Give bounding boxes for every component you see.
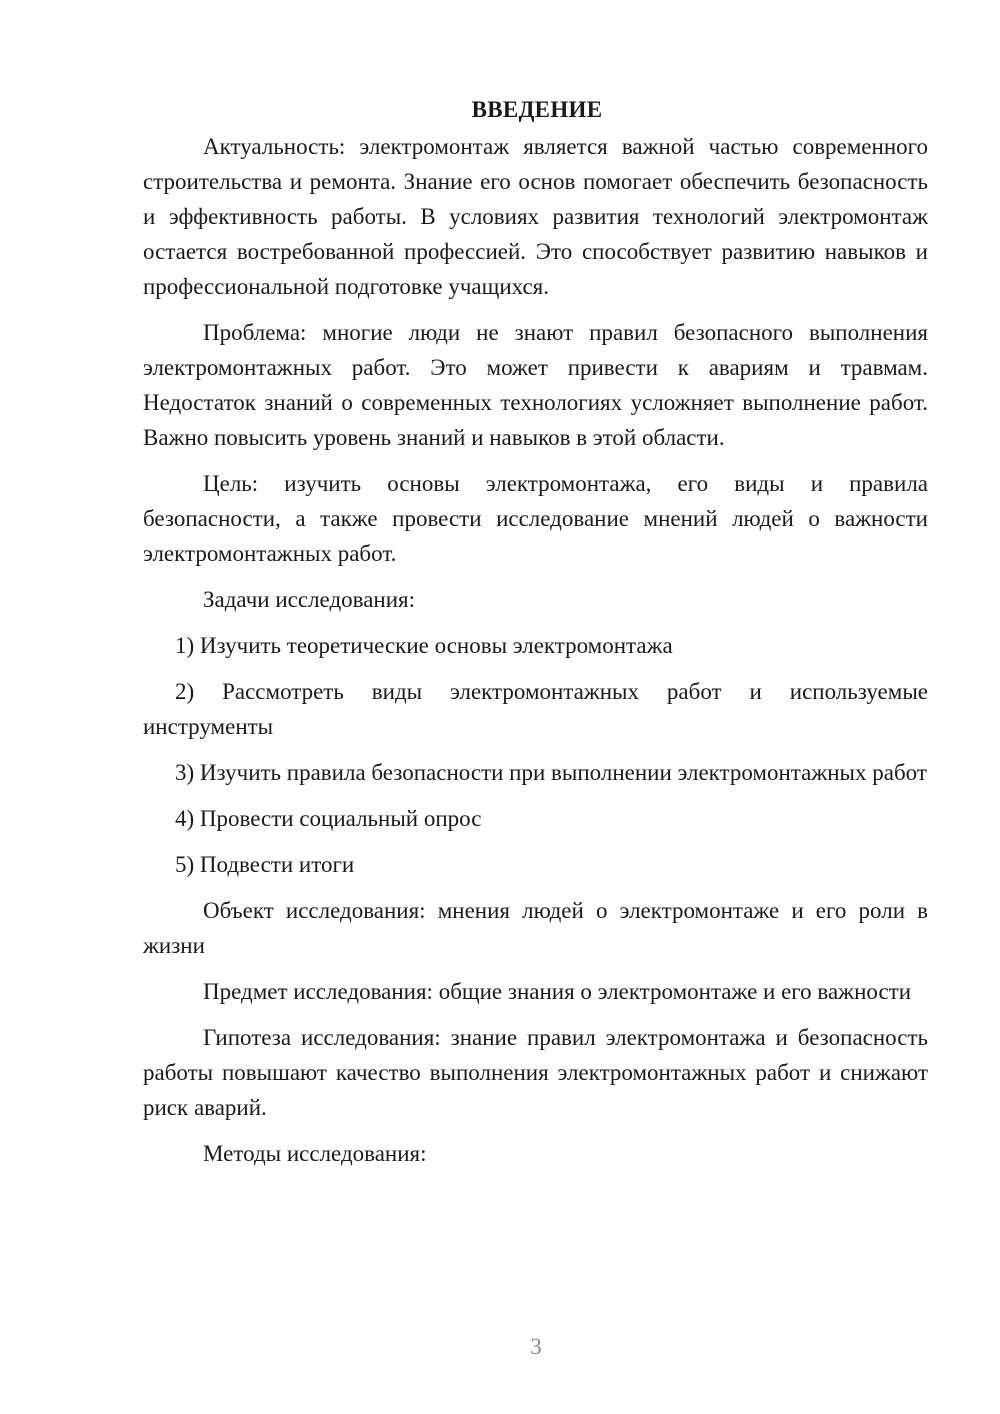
paragraph-object: Объект исследования: мнения людей о электромонтаже и его роли в жизни: [143, 898, 928, 958]
task-item-3: 3) Изучить правила безопасности при выполнении электромонтажных работ: [175, 760, 927, 785]
paragraph-tasks-heading: Задачи исследования:: [203, 587, 416, 612]
task-item-4: 4) Провести социальный опрос: [175, 806, 482, 831]
section-title: ВВЕДЕНИЕ: [471, 97, 603, 122]
paragraph-problem: Проблема: многие люди не знают правил безопасного выполнения электромонтажных работ. Это может привести к авариям и травмам. Недостаток знаний о современных технологиях усложняет выполнение работ. Важно повысить уровень знаний и навыков в этой области.: [143, 320, 928, 450]
task-item-1: 1) Изучить теоретические основы электромонтажа: [175, 633, 673, 658]
paragraph-methods: Методы исследования:: [203, 1141, 427, 1166]
task-item-5: 5) Подвести итоги: [175, 852, 355, 877]
page-content: [143, 92, 928, 1171]
task-item-2: 2) Рассмотреть виды электромонтажных работ и используемые инструменты: [143, 679, 928, 739]
paragraph-goal: Цель: изучить основы электромонтажа, его виды и правила безопасности, а также провести исследование мнений людей о важности электромонтажных работ.: [143, 471, 928, 566]
paragraph-subject: Предмет исследования: общие знания о электромонтаже и его важности: [203, 979, 912, 1004]
paragraph-relevance: Актуальность: электромонтаж является важной частью современного строительства и ремонта. Знание его основ помогает обеспечить безопасность и эффективность работы. В условиях развития технологий электромонтаж остается востребованной профессией. Это способствует развитию навыков и профессиональной подготовке учащихся.: [143, 134, 928, 299]
paragraph-hypothesis: Гипотеза исследования: знание правил электромонтажа и безопасность работы повышают качество выполнения электромонтажных работ и снижают риск аварий.: [143, 1025, 928, 1120]
page-number: 3: [530, 1334, 542, 1359]
